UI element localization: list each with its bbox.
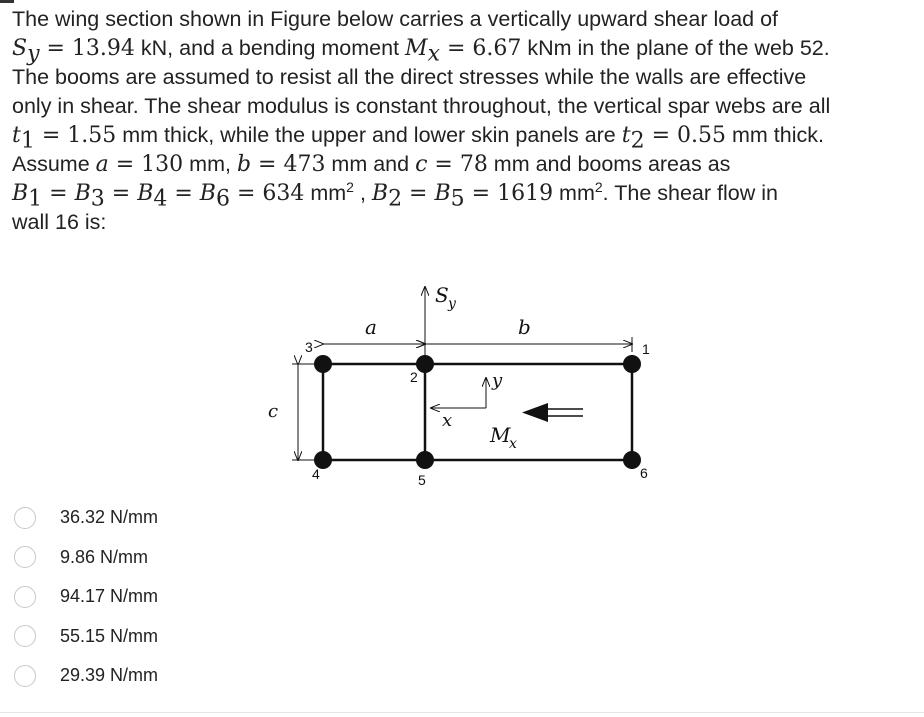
math-subscript: 6 (215, 186, 230, 212)
label-b: b (518, 315, 531, 339)
math-value: = 78 (427, 152, 488, 177)
math-symbol: t (12, 123, 21, 148)
math-subscript: 5 (450, 186, 465, 212)
math-subscript: 1 (28, 186, 43, 212)
math-value: = 1619 (464, 181, 554, 206)
math-value: = (167, 181, 200, 206)
question-line-7 (12, 178, 918, 212)
math-subscript: x (427, 41, 440, 67)
math-symbol: B (434, 181, 451, 206)
answer-option-3[interactable] (12, 577, 158, 617)
radio-button[interactable] (14, 665, 36, 687)
question-text-fragment: mm (553, 181, 595, 205)
math-value: = 130 (108, 152, 184, 177)
math-symbol: S (12, 36, 28, 61)
math-subscript: 2 (388, 186, 403, 212)
question-text-fragment: mm, (183, 152, 237, 176)
math-symbol: c (415, 152, 428, 177)
answer-option-4[interactable] (12, 617, 158, 657)
boom-1 (623, 355, 641, 373)
question-text-fragment: mm and booms areas as (487, 152, 731, 176)
option-label: 36.32 N/mm (60, 507, 159, 528)
question-text-fragment: . The shear flow in (602, 181, 778, 205)
question-text-fragment: only in shear. The shear modulus is constant throughout, the vertical spar webs are all (12, 94, 831, 118)
option-label: 94.17 N/mm (60, 586, 159, 607)
divider (0, 712, 924, 713)
boom-2 (416, 355, 434, 373)
label-a: a (365, 315, 377, 339)
label-mx-subscript: x (509, 436, 517, 452)
math-value: = 634 (229, 181, 305, 206)
label-mx: M (490, 423, 511, 447)
question-text-fragment: , (353, 181, 372, 205)
question-text-fragment: The wing section shown in Figure below carries a vertically upward shear load of (12, 7, 779, 31)
answer-option-5[interactable] (12, 656, 158, 696)
question-line-2 (12, 34, 918, 67)
question-text-fragment: wall 16 is: (12, 210, 107, 234)
math-symbol: M (405, 36, 428, 61)
node-label-2: 2 (410, 369, 418, 385)
question-text-fragment: mm thick. (726, 123, 824, 147)
node-label-5: 5 (418, 472, 426, 488)
boom-5 (416, 451, 434, 469)
math-symbol: a (95, 152, 109, 177)
question-line-4 (12, 92, 918, 121)
question-line-8 (12, 208, 918, 237)
math-value: = (104, 181, 138, 206)
question-line-5 (12, 121, 918, 154)
math-symbol: B (74, 181, 91, 206)
math-symbol: B (137, 181, 154, 206)
node-label-1: 1 (642, 341, 650, 357)
radio-button[interactable] (14, 625, 36, 647)
node-label-3: 3 (305, 339, 313, 355)
radio-button[interactable] (14, 586, 36, 608)
wing-section-figure (250, 282, 670, 497)
math-value: = 0.55 (644, 123, 726, 148)
math-symbol: B (12, 181, 29, 206)
corner-marker (0, 0, 14, 3)
moment-arrow-head (522, 403, 548, 422)
math-symbol: B (371, 181, 389, 206)
math-subscript: 3 (90, 186, 105, 212)
math-value: = 1.55 (34, 123, 117, 148)
boom-3 (314, 355, 332, 373)
math-value: = 6.67 (439, 36, 522, 61)
option-label: 55.15 N/mm (60, 625, 159, 646)
math-value: = (402, 181, 435, 206)
math-value: = 13.94 (39, 36, 135, 61)
radio-button[interactable] (14, 507, 36, 529)
math-superscript: 2 (346, 178, 354, 195)
question-text-fragment: mm and (325, 152, 416, 176)
math-value: = (42, 181, 75, 206)
math-subscript: 2 (630, 128, 645, 154)
label-sy: S (435, 283, 449, 307)
question-line-3 (12, 63, 918, 92)
math-subscript: y (27, 41, 40, 67)
radio-button[interactable] (14, 546, 36, 568)
question-text-fragment: Assume (12, 152, 96, 176)
math-symbol: b (236, 152, 252, 177)
label-y-axis: y (492, 370, 503, 391)
label-c: c (268, 401, 279, 422)
question-line-6 (12, 150, 918, 179)
boom-6 (623, 451, 641, 469)
answer-options (12, 498, 158, 696)
math-subscript: 4 (153, 186, 168, 212)
question-text (12, 5, 918, 237)
math-symbol: B (199, 181, 216, 206)
math-symbol: t (621, 123, 631, 148)
math-subscript: 1 (20, 128, 35, 154)
math-value: = 473 (251, 152, 326, 177)
question-text-fragment: kN, and a bending moment (134, 36, 406, 60)
label-sy-subscript: y (448, 296, 456, 312)
answer-option-2[interactable] (12, 538, 158, 578)
answer-option-1[interactable] (12, 498, 158, 538)
question-text-fragment: mm (304, 181, 347, 205)
question-text-fragment: kNm in the plane of the web 52. (521, 36, 830, 60)
option-label: 9.86 N/mm (60, 546, 149, 567)
question-line-1 (12, 5, 918, 34)
math-superscript: 2 (594, 178, 603, 195)
option-label: 29.39 N/mm (60, 665, 159, 686)
node-label-4: 4 (312, 466, 320, 482)
question-text-fragment: mm thick, while the upper and lower skin panels are (116, 123, 622, 147)
question-text-fragment: The booms are assumed to resist all the direct stresses while the walls are effective (12, 65, 807, 89)
node-label-6: 6 (640, 465, 648, 481)
label-x-axis: x (442, 410, 453, 431)
